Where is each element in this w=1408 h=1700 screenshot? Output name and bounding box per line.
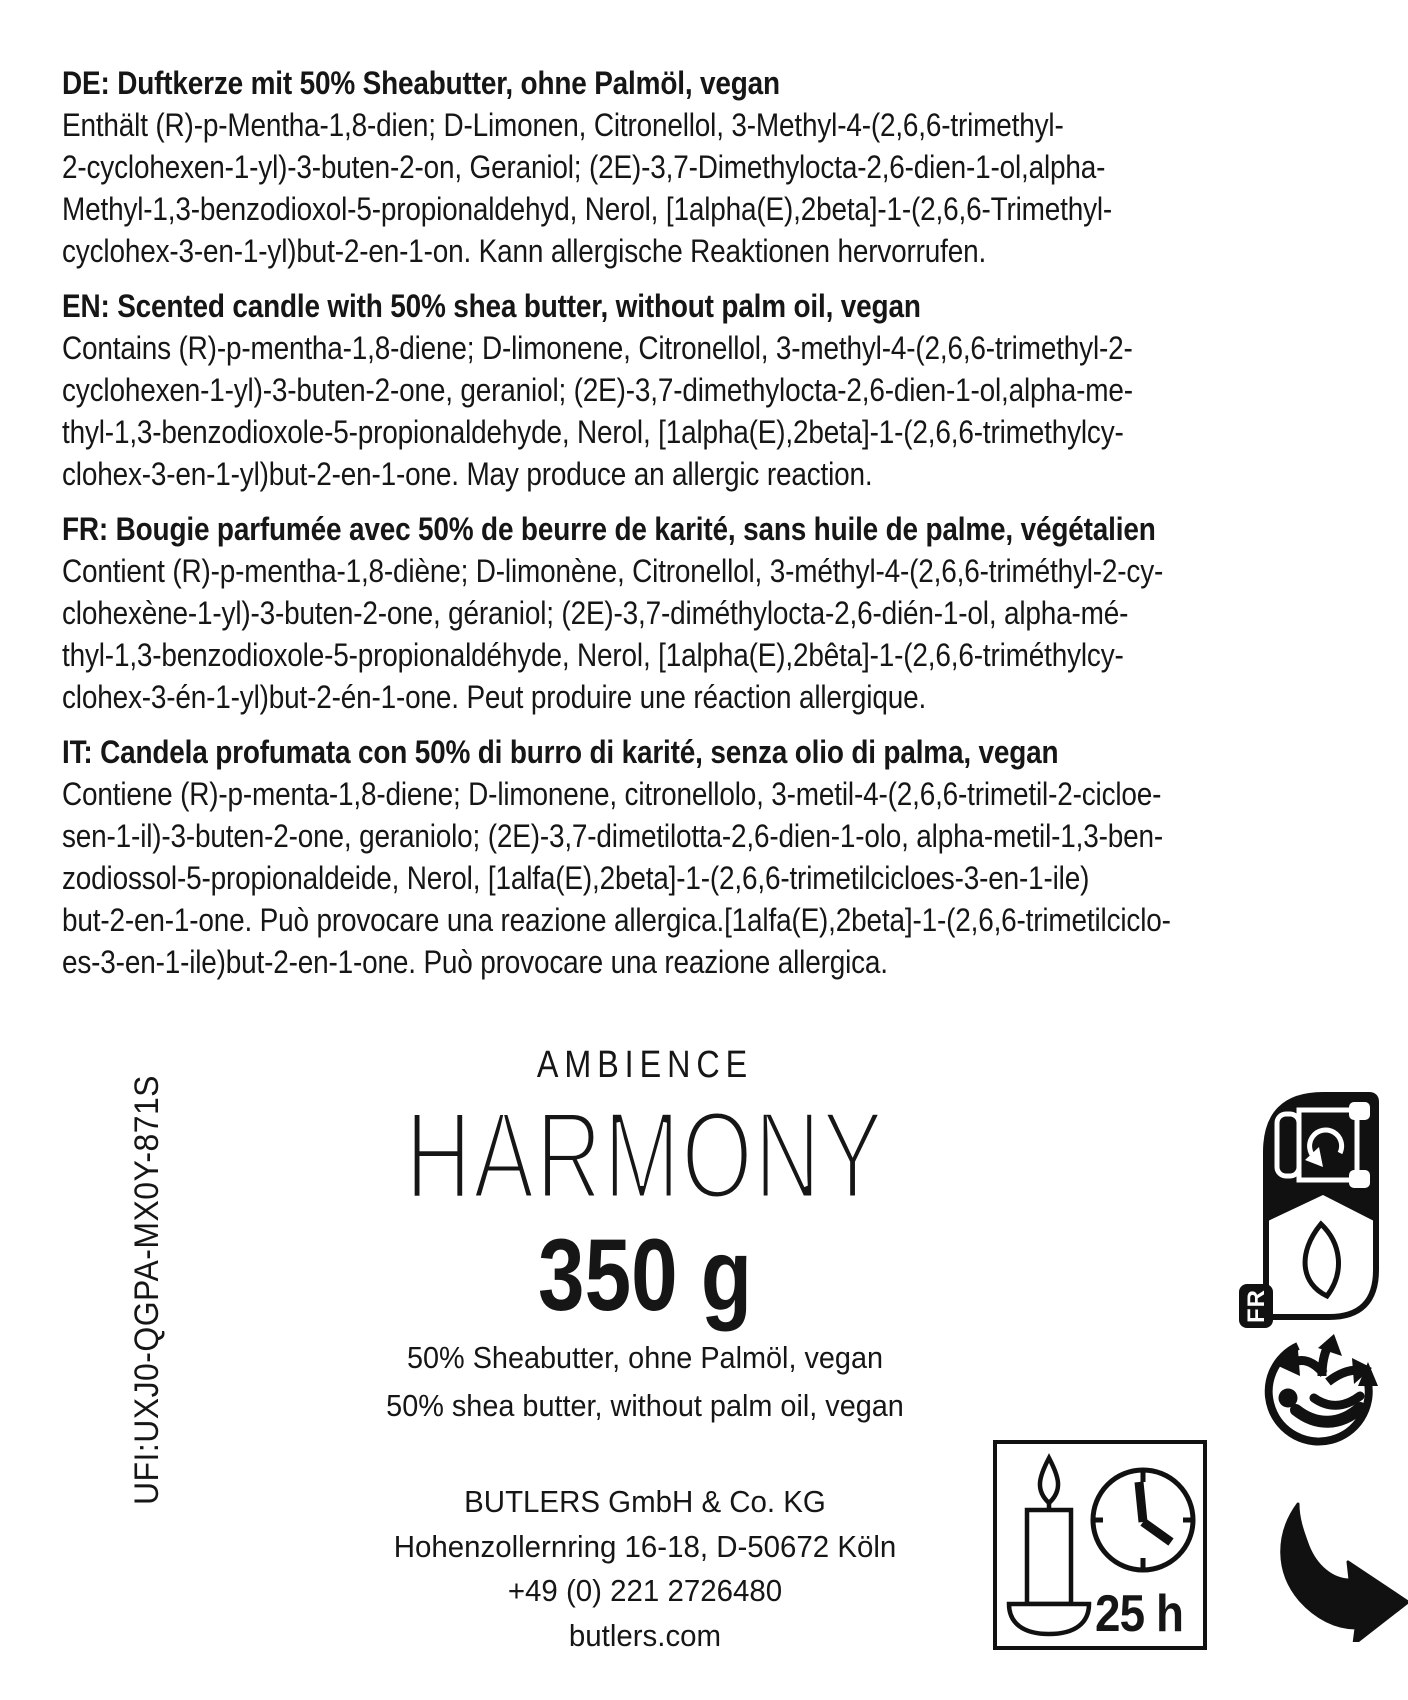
ingredients-block xyxy=(62,62,1352,983)
subtitle-de: 50% Sheabutter, ohne Palmöl, vegan xyxy=(406,1340,884,1375)
product-name: HARMONY xyxy=(405,1087,885,1225)
company-website: butlers.com xyxy=(568,1617,722,1653)
ingredient-line: cyclohex-3-en-1-yl)but-2-en-1-on. Kann allergische Reaktionen hervorrufen. xyxy=(62,233,987,269)
curved-arrow-icon xyxy=(1268,1502,1408,1642)
collection-name: AMBIENCE xyxy=(536,1044,754,1086)
ingredient-line: thyl-1,3-benzodioxole-5-propionaldéhyde, Nerol, [1alpha(E),2bêta]-1-(2,6,6-triméthylcy- xyxy=(62,637,1124,673)
section-title-de: DE: Duftkerze mit 50% Sheabutter, ohne Palmöl, vegan xyxy=(62,65,780,101)
ingredient-line: Methyl-1,3-benzodioxol-5-propionaldehyd, Nerol, [1alpha(E),2beta]-1-(2,6,6-Trimethyl- xyxy=(62,191,1113,227)
ingredient-line: 2-cyclohexen-1-yl)-3-buten-2-on, Geraniol; (2E)-3,7-Dimethylocta-2,6-dien-1-ol,alpha- xyxy=(62,149,1106,185)
company-phone: +49 (0) 221 2726480 xyxy=(507,1573,783,1608)
ingredient-line: Contient (R)-p-mentha-1,8-diène; D-limonène, Citronellol, 3-méthyl-4-(2,6,6-triméthyl-2-cy- xyxy=(62,553,1164,589)
ingredient-line: es-3-en-1-ile)but-2-en-1-one. Può provocare una reazione allergica. xyxy=(62,944,888,980)
ufi-code: UFI:UXJ0-QGPA-MX0Y-871S xyxy=(128,1075,166,1505)
fr-tag-text: FR xyxy=(1243,1289,1270,1323)
ingredients-section-fr xyxy=(62,508,1352,718)
ingredient-line: but-2-en-1-one. Può provocare una reazione allergica.[1alfa(E),2beta]-1-(2,6,6-trimetilciclo- xyxy=(62,902,1171,938)
section-title-en: EN: Scented candle with 50% shea butter, without palm oil, vegan xyxy=(62,288,921,324)
ingredient-line: clohex-3-en-1-yl)but-2-en-1-one. May produce an allergic reaction. xyxy=(62,456,873,492)
ingredient-line: clohexène-1-yl)-3-buten-2-one, géraniol; (2E)-3,7-diméthylocta-2,6-dién-1-ol, alpha-mé- xyxy=(62,595,1129,631)
ingredients-section-de xyxy=(62,62,1352,272)
ingredient-line: Contiene (R)-p-menta-1,8-diene; D-limonene, citronellolo, 3-metil-4-(2,6,6-trimetil-2-cicloe- xyxy=(62,776,1162,812)
triman-recycling-icon xyxy=(1262,1334,1378,1448)
company-name: BUTLERS GmbH & Co. KG xyxy=(464,1484,826,1519)
burn-time-box xyxy=(993,1440,1207,1650)
section-title-fr: FR: Bougie parfumée avec 50% de beurre de karité, sans huile de palme, végétalien xyxy=(62,511,1156,547)
ingredient-line: thyl-1,3-benzodioxole-5-propionaldehyde, Nerol, [1alpha(E),2beta]-1-(2,6,6-trimethylcy- xyxy=(62,414,1124,450)
ingredient-line: cyclohexen-1-yl)-3-buten-2-one, geraniol; (2E)-3,7-dimethylocta-2,6-dien-1-ol,alpha-me- xyxy=(62,372,1133,408)
ingredient-line: clohex-3-én-1-yl)but-2-én-1-one. Peut produire une réaction allergique. xyxy=(62,679,927,715)
fr-sorting-info-tri-icon xyxy=(1239,1090,1383,1330)
subtitle-en: 50% shea butter, without palm oil, vegan xyxy=(386,1388,904,1423)
company-address: Hohenzollernring 16-18, D-50672 Köln xyxy=(393,1528,897,1564)
net-weight: 350 g xyxy=(538,1218,752,1332)
section-title-it: IT: Candela profumata con 50% di burro di karité, senza olio di palma, vegan xyxy=(62,734,1059,770)
burn-time-value: 25 h xyxy=(1095,1585,1184,1643)
ingredient-line: sen-1-il)-3-buten-2-one, geraniolo; (2E)-3,7-dimetilotta-2,6-dien-1-olo, alpha-metil-1,3-ben- xyxy=(62,818,1163,854)
ingredient-line: Contains (R)-p-mentha-1,8-diene; D-limonene, Citronellol, 3-methyl-4-(2,6,6-trimethyl-2- xyxy=(62,330,1133,366)
ingredients-section-en xyxy=(62,285,1352,495)
ingredient-line: zodiossol-5-propionaldeide, Nerol, [1alfa(E),2beta]-1-(2,6,6-trimetilcicloes-3-en-1-ile) xyxy=(62,860,1090,896)
ingredients-section-it xyxy=(62,731,1352,983)
ingredient-line: Enthält (R)-p-Mentha-1,8-dien; D-Limonen, Citronellol, 3-Methyl-4-(2,6,6-trimethyl- xyxy=(62,107,1064,143)
